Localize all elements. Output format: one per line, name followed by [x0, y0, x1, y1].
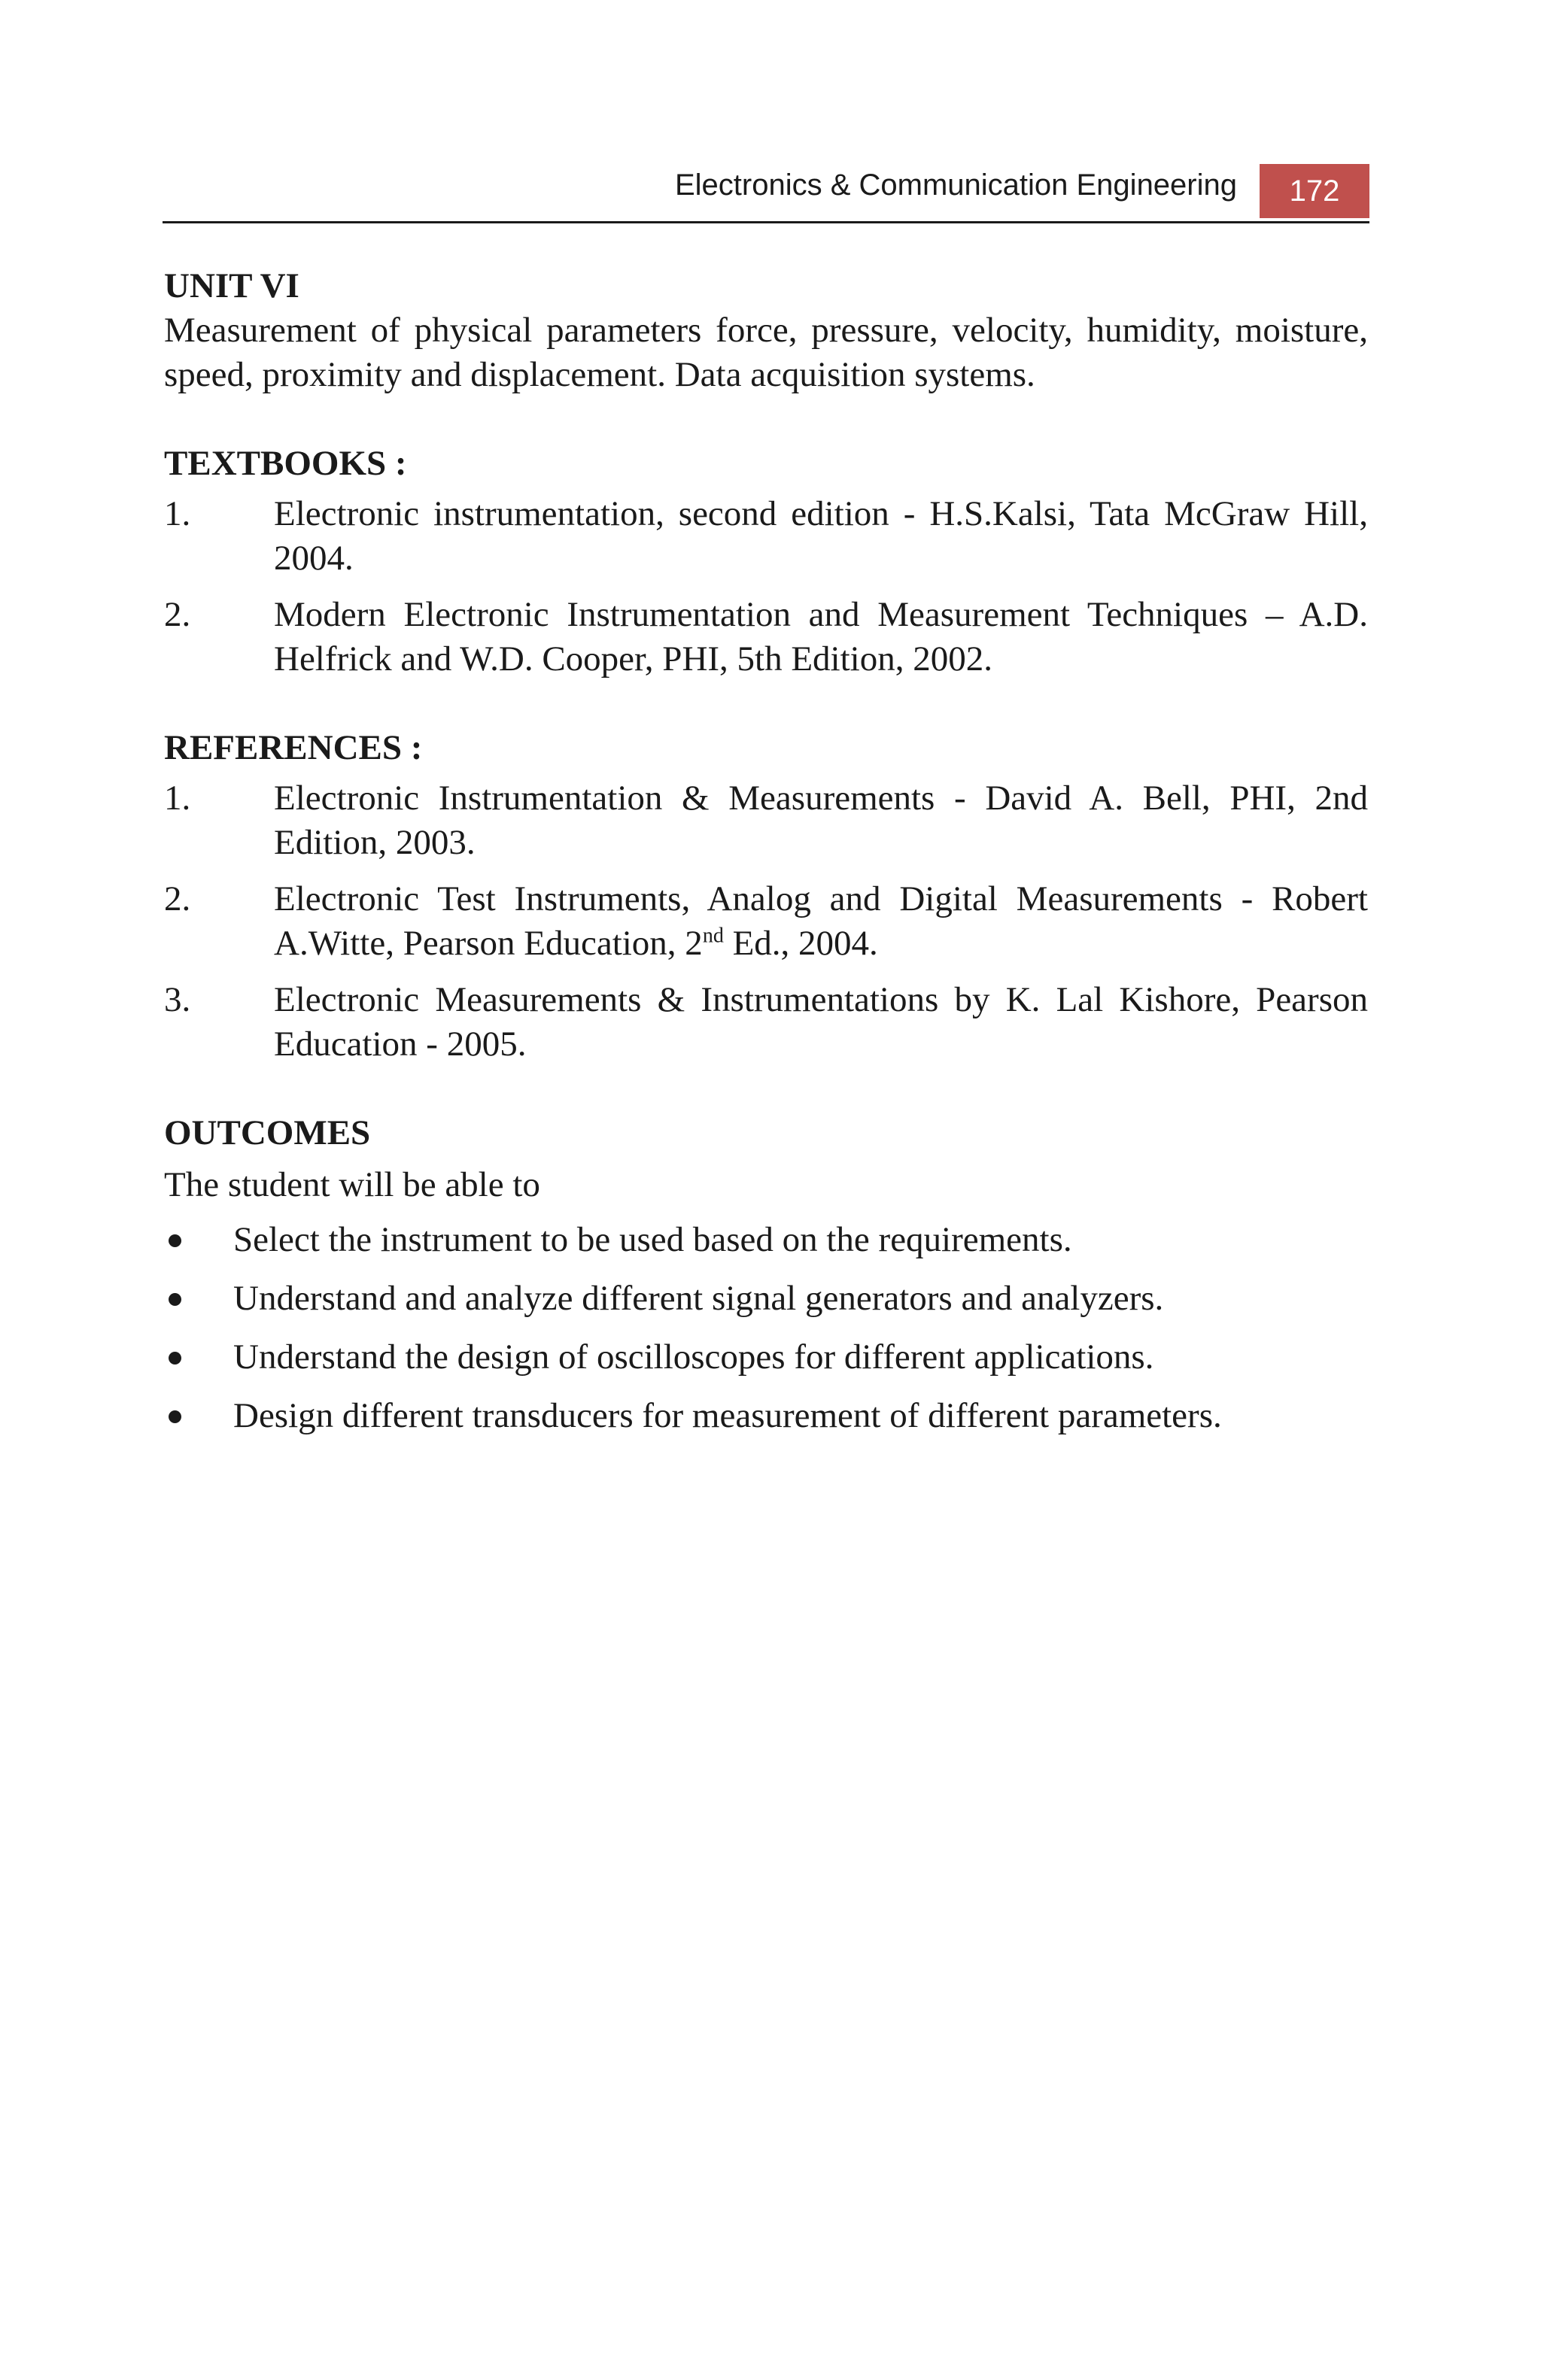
page-content [164, 263, 1368, 1453]
item-number: 2. [164, 595, 191, 634]
item-text: Electronic instrumentation, second edition - H.S.Kalsi, Tata McGraw Hill, 2004. [274, 494, 1368, 578]
item-text: Electronic Measurements & Instrumentations by K. Lal Kishore, Pearson Education - 2005. [274, 980, 1368, 1064]
list-item [164, 877, 1368, 966]
bullet-icon [169, 1293, 181, 1306]
list-item [164, 492, 1368, 581]
page-header [163, 162, 1369, 223]
list-item [164, 1394, 1368, 1438]
references-section [164, 725, 1368, 1067]
list-item [164, 1277, 1368, 1321]
references-heading: REFERENCES : [164, 728, 423, 767]
unit-heading: UNIT VI [164, 266, 299, 305]
outcomes-heading: OUTCOMES [164, 1113, 371, 1152]
unit-section [164, 263, 1368, 397]
textbooks-list [164, 492, 1368, 682]
item-text: Modern Electronic Instrumentation and Measurement Techniques – A.D. Helfrick and W.D. Cooper, PHI, 5th Edition, 2002. [274, 595, 1368, 678]
outcomes-section [164, 1110, 1368, 1438]
item-text: Electronic Instrumentation & Measurements - David A. Bell, PHI, 2nd Edition, 2003. [274, 779, 1368, 862]
item-number: 3. [164, 980, 191, 1019]
references-list [164, 776, 1368, 1067]
textbooks-section [164, 441, 1368, 682]
list-item [164, 978, 1368, 1067]
item-text: Understand and analyze different signal generators and analyzers. [233, 1279, 1164, 1318]
list-item [164, 1218, 1368, 1262]
outcomes-intro: The student will be able to [164, 1165, 540, 1204]
ordinal-superscript: nd [702, 924, 724, 948]
list-item [164, 593, 1368, 682]
bullet-icon [169, 1352, 181, 1365]
item-text [274, 879, 1368, 963]
item-text: Understand the design of oscilloscopes for different applications. [233, 1337, 1154, 1377]
item-number: 1. [164, 494, 191, 533]
unit-description: Measurement of physical parameters force, pressure, velocity, humidity, moisture, speed, proximity and displacement. Data acquisition systems. [164, 311, 1368, 394]
item-text: Design different transducers for measurement of different parameters. [233, 1396, 1222, 1435]
header-title: Electronics & Communication Engineering [674, 168, 1237, 202]
page-number-badge: 172 [1260, 164, 1369, 218]
textbooks-heading: TEXTBOOKS : [164, 444, 407, 483]
item-text-part: Ed., 2004. [723, 924, 878, 963]
list-item [164, 1335, 1368, 1380]
item-number: 1. [164, 779, 191, 818]
item-number: 2. [164, 879, 191, 918]
outcomes-list [164, 1218, 1368, 1438]
bullet-icon [169, 1410, 181, 1423]
item-text-part: Electronic Test Instruments, Analog and Digital Measurements - Robert A.Witte, Pearson Education, 2 [274, 879, 1368, 963]
bullet-icon [169, 1234, 181, 1247]
list-item [164, 776, 1368, 865]
item-text: Select the instrument to be used based on the requirements. [233, 1220, 1072, 1259]
